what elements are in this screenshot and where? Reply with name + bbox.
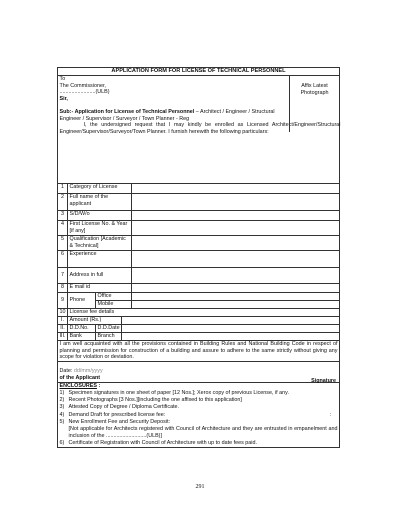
row-number: 4 [58, 220, 68, 235]
field-label-license-fee: License fee details [68, 308, 340, 316]
field-label-first-license: First License No. & Year [if any] [68, 220, 132, 235]
list-item: [Not applicable for Architects registered with Council of Architecture and they are entrusted in empanelment and inclusion of the ...........................(ULB)] [68, 426, 338, 439]
fee-row-number: I. [58, 316, 68, 324]
date-input[interactable]: dd/mm/yyyy [73, 368, 103, 375]
enclosures-section [58, 382, 340, 448]
fee-label-dd-no: D.D.No. [68, 324, 96, 332]
phone-office-field[interactable] [132, 292, 340, 300]
addressee-line: The Commissioner, [59, 82, 106, 89]
fee-label-branch: Branch [96, 332, 122, 340]
row-number: 5 [58, 235, 68, 250]
phone-mobile-field[interactable] [132, 300, 340, 308]
field-label-full-name: Full name of the applicant [68, 193, 132, 210]
fee-row-number: III. [59, 332, 66, 339]
category-field[interactable] [132, 183, 340, 193]
row-number: 2 [58, 193, 68, 210]
fee-row-number: II. [58, 324, 68, 332]
request-text: I, the undersigned request that I may kindly be enrolled as Licensed Architect/Engineer/Structural Engineer/Supervisor/Surveyor/Town Planner. I furnish herewith the following particulars: [59, 122, 341, 136]
signature-section [58, 362, 340, 383]
field-label-category: Category of License [68, 183, 132, 193]
fee-label-bank: Bank [68, 332, 96, 340]
signature-label: Signature [311, 378, 336, 385]
row-number: 7 [58, 267, 68, 283]
subject-bold: Sub:- Application for License of Technical Personnel [59, 108, 195, 115]
row-number: 10 [59, 308, 66, 315]
field-label-experience: Experience [68, 250, 132, 267]
address-field[interactable] [132, 267, 340, 283]
fee-label-amount: Amount (Rs.) [68, 316, 122, 324]
row-number: 6 [58, 250, 68, 267]
subject-rest: – Architect / Engineer / Structural Engineer / Supervisor / Surveyor / Town Planner - Reg [59, 108, 275, 122]
letter-section [58, 75, 340, 183]
phone-mobile-label: Mobile [96, 300, 132, 308]
enclosures-heading: ENCLOSURES : [59, 382, 101, 389]
ulb-line: ........................(ULB) [59, 89, 110, 96]
enclosures-list [60, 390, 338, 447]
list-item: 2) Recent Photographs [3 Nos.][including the one affixed to this application] [59, 397, 242, 404]
experience-field[interactable] [132, 250, 340, 267]
application-form [57, 67, 340, 448]
form-table [57, 67, 340, 448]
list-item: 5) New Enrollment Fee and Security Deposit: [59, 418, 171, 425]
list-item: 4) Demand Draft for prescribed license fee: : [59, 411, 332, 418]
fee-label-dd-date: D.D.Date [97, 324, 120, 331]
qualification-field[interactable] [132, 235, 340, 250]
photo-box[interactable] [289, 76, 339, 132]
form-title: APPLICATION FORM FOR LICENSE OF TECHNICAL PERSONNEL [58, 68, 340, 76]
list-item: 1) Specimen signatures in one sheet of paper [12 Nos.]; Xerox copy of previous License, if any. [59, 389, 289, 396]
field-label-phone: Phone [68, 292, 96, 308]
row-number: 1 [58, 183, 68, 193]
photo-label: Affix Latest Photograph [300, 82, 329, 96]
field-label-relation: S/D/W/o [68, 210, 132, 220]
email-field[interactable] [132, 283, 340, 292]
amount-field[interactable] [122, 316, 340, 324]
full-name-field[interactable] [132, 193, 340, 210]
subject-line [60, 109, 280, 123]
to-line: To [59, 75, 66, 82]
date-label: Date: [59, 368, 73, 375]
row-number: 8 [58, 283, 68, 292]
declaration: I am well acquainted with all the provisions contained in Building Rules and National Building Code in respect of planning and permission for construction of a building and assure to adhere to the same strictly without giving any scope for violation or deviation. [59, 340, 338, 361]
field-label-qualification: Qualification [Academic & Technical] [68, 235, 132, 250]
row-number: 3 [58, 210, 68, 220]
row-number: 9 [58, 292, 68, 308]
list-item: 3) Attested Copy of Degree / Diploma Certificate. [59, 404, 180, 411]
salutation: Sir, [59, 96, 68, 103]
list-item: 6) Certificate of Registration with Council of Architecture with up to date fees paid. [59, 440, 257, 447]
first-license-field[interactable] [132, 220, 340, 235]
field-label-address: Address in full [68, 267, 132, 283]
relation-field[interactable] [132, 210, 340, 220]
dd-field[interactable] [122, 324, 340, 332]
applicant-label: of the Applicant [59, 374, 101, 381]
field-label-email: E mail id [68, 283, 132, 292]
page-number: 291 [195, 484, 205, 490]
phone-office-label: Office [96, 292, 132, 300]
bank-field[interactable] [122, 332, 340, 340]
